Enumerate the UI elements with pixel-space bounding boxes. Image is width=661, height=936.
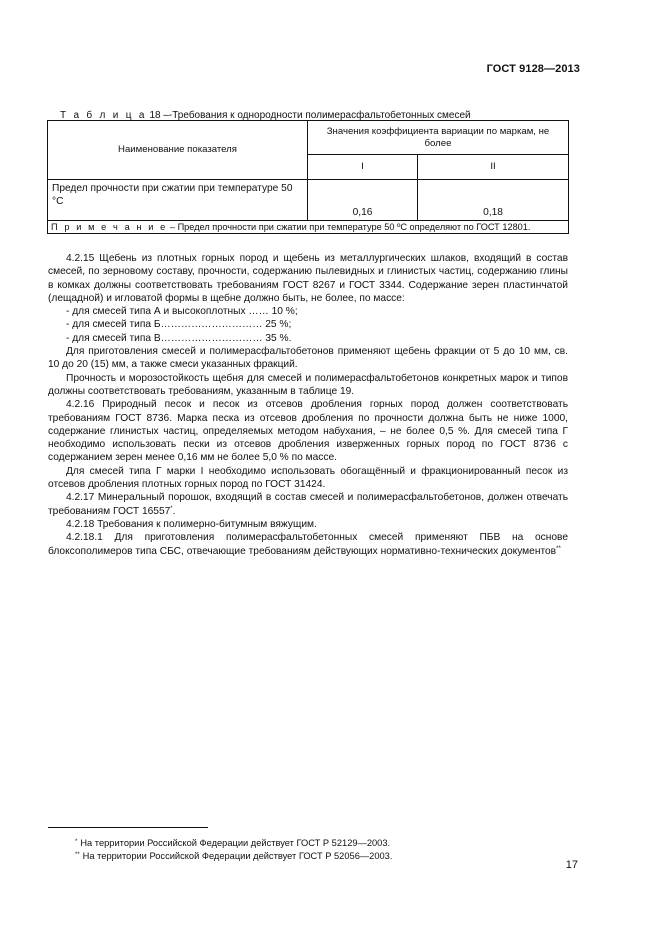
footnote-mark: ** [75,852,80,858]
footnote-text: На территории Российской Федерации действует ГОСТ Р 52129—2003. [80,838,391,848]
document-header: ГОСТ 9128—2013 [486,63,580,75]
paragraph-type-g-sand: Для смесей типа Г марки I необходимо использовать обогащённый и фракционированный песок из отсевов дробления плотных горных пород по ГОСТ 31424. [48,465,568,491]
body-text [48,252,568,558]
footnote-ref: * [170,505,173,512]
paragraph-strength: Прочность и морозостойкость щебня для смесей и полимерасфальтобетонов конкретных марок и типов должны соответствовать требованиям, указанным в таблице 19. [48,372,568,397]
row-name: Предел прочности при сжатии при температуре 50 °С [48,180,308,221]
page-number: 17 [565,859,578,871]
table-note-label: П р и м е ч а н и е [51,222,168,232]
list-item: - для смесей типа Б………………………… 25 %; [66,319,292,331]
paragraph-fractions: Для приготовления смесей и полимерасфальтобетонов применяют щебень фракции от 5 до 10 мм, св. 10 до 20 (15) мм, а также смеси указанных фракций. [48,346,568,371]
footnote-ref: ** [556,545,561,552]
paragraph-4-2-17 [48,491,568,518]
table-note [48,221,569,234]
paragraph-4-2-17-end: . [172,505,176,517]
table-caption-text: 18 –-Требования к однородности полимерасфальтобетонных смесей [149,110,471,121]
paragraph-4-2-18-1-text: 4.2.18.1 Для приготовления полимерасфальтобетонных смесей применяют ПБВ на основе блоксополимеров типа СБС, отвечающие требованиям действующих нормативно-технических документов [48,532,568,557]
uniformity-table [47,120,569,234]
paragraph-4-2-18: 4.2.18 Требования к полимерно-битумным вяжущим. [66,518,317,530]
col-header-name: Наименование показателя [48,121,308,180]
paragraph-4-2-16: 4.2.16 Природный песок и песок из отсевов дробления горных пород должен соответствовать требованиям ГОСТ 8736. Марка песка из отсевов дробления по прочности должна быть не ниже 1000, содержание глинистых частиц, определяемых методом набухания, – не более 0,5 %. Для смесей типа Г необходимо использовать пески из отсевов дробления изверженных горных пород по ГОСТ 8736 с содержанием зерен менее 0,16 мм не более 5,0 % по массе. [48,399,568,464]
row-value-grade-1: 0,16 [308,180,418,221]
list-item: - для смесей типа В………………………… 35 %. [66,332,292,344]
table-caption-label: Т а б л и ц а [60,110,147,121]
paragraph-4-2-15: 4.2.15 Щебень из плотных горных пород и щебень из металлургических шлаков, входящий в состав смесей, по зерновому составу, прочности, содержанию пылевидных и глинистых частиц, содержанию глины в комках должны соответствовать требованиям ГОСТ 8267 и ГОСТ 3344. Содержание зерен пластинчатой (лещадной) и игловатой формы в щебне должно быть, не более, по массе: [48,253,568,304]
row-value-grade-2: 0,18 [418,180,569,221]
footnote-1 [48,836,568,849]
col-header-grade-1: I [308,155,418,180]
col-header-grade-2: II [418,155,569,180]
table-row [48,180,569,221]
footnote-2 [48,849,568,862]
footnote-text: На территории Российской Федерации действует ГОСТ Р 52056—2003. [82,851,393,861]
list-item: - для смесей типа А и высокоплотных …… 10 %; [66,306,298,318]
footnote-divider [48,827,208,828]
paragraph-4-2-18-1 [48,531,568,558]
footnote-mark: * [75,839,78,845]
col-header-values: Значения коэффициента вариации по маркам, не более [308,121,569,155]
paragraph-4-2-17-text: 4.2.17 Минеральный порошок, входящий в состав смесей и полимерасфальтобетонов, должен отвечать требованиям ГОСТ 16557 [48,492,568,517]
table-note-text: – Предел прочности при сжатии при температуре 50 ºС определяют по ГОСТ 12801. [167,222,531,232]
